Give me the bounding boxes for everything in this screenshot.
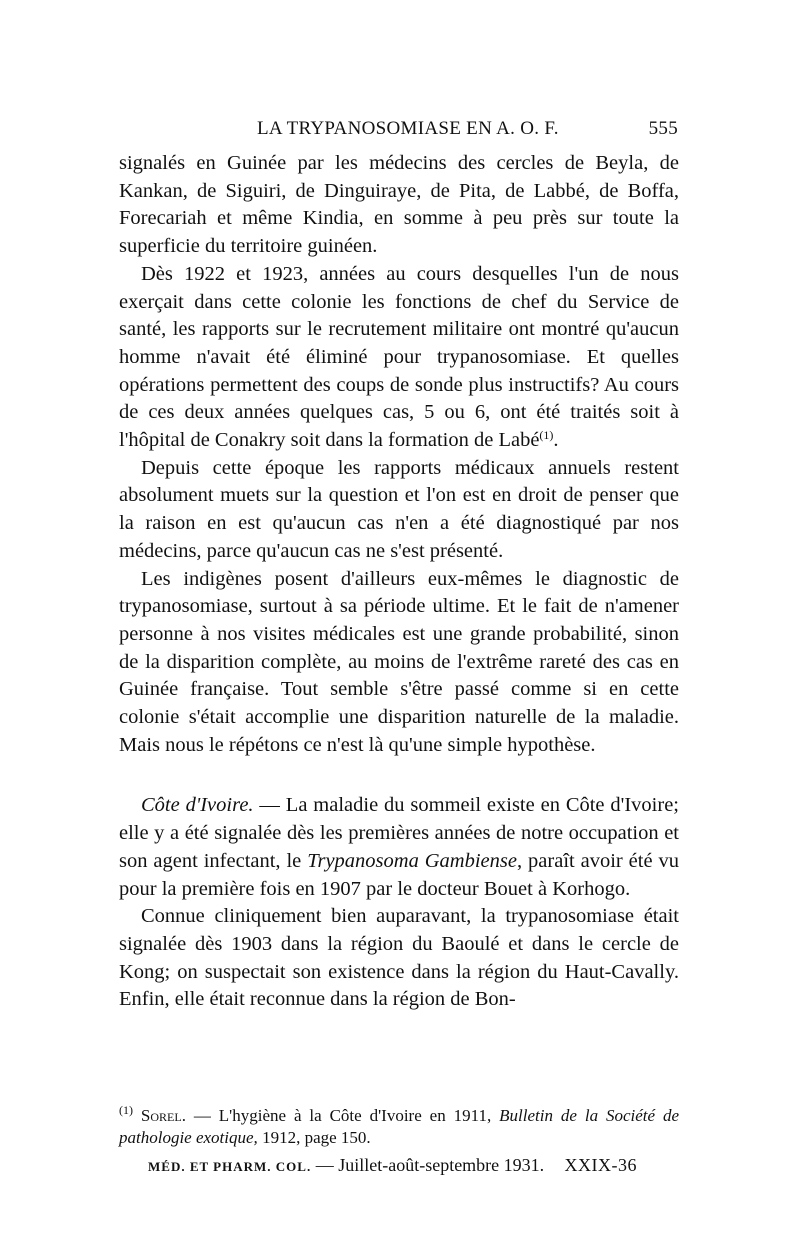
paragraph-end: . bbox=[553, 429, 559, 452]
signature-mark: XXIX-36 bbox=[564, 1155, 637, 1175]
journal-issue: — Juillet-août-septembre 1931. bbox=[311, 1155, 545, 1175]
species-name: Trypanosoma Gambiense bbox=[307, 849, 517, 872]
footnote-source: Bulletin de la Société de pathologie exotique, bbox=[119, 1106, 680, 1147]
footnote-details: 1912, page 150. bbox=[257, 1128, 371, 1147]
section-title-ivory-coast: Côte d'Ivoire. bbox=[141, 794, 254, 817]
footnote-text: — L'hygiène à la Côte d'Ivoire en 1911, bbox=[185, 1106, 500, 1125]
paragraph-text: Dès 1922 et 1923, années au cours desquelles l'un de nous exerçait dans cette colonie les fonctions de chef du Service de santé, les rapports sur le recrutement militaire ont montré qu'aucun homme n'avait été éliminé pour trypanosomiase. Et quelles opérations permettent des coups de sonde plus instructifs? Au cours de ces deux années quelques cas, 5 ou 6, ont été traités soit à l'hôpital de Conakry soit dans la formation de Labé bbox=[119, 262, 679, 452]
paragraph-ivory-coast bbox=[119, 792, 679, 903]
paragraph-clinical-history: Connue cliniquement bien auparavant, la trypanosomiase était signalée dès 1903 dans la région du Baoulé et dans le cercle de Kong; on suspectait son existence dans la région du Haut-Cavally. Enfin, elle était reconnue dans la région de Bon- bbox=[119, 905, 679, 1011]
paragraph-guinea-circles: signalés en Guinée par les médecins des cercles de Beyla, de Kankan, de Siguiri, de Dinguiraye, de Pita, de Labbé, de Boffa, Forecariah et même Kindia, en somme à peu près sur toute la superficie du territoire guinéen. bbox=[119, 152, 679, 258]
running-title: LA TRYPANOSOMIASE EN A. O. F. bbox=[257, 118, 559, 139]
paragraph-indigenous-diagnosis: Les indigènes posent d'ailleurs eux-mêmes le diagnostic de trypanosomiase, surtout à sa période ultime. Et le fait de n'amener personne à nos visites médicales est une grande probabilité, sinon de la disparition complète, au moins de l'extrême rareté des cas en Guinée française. Tout semble s'être passé comme si en cette colonie s'était accomplie une disparition naturelle de la maladie. Mais nous le répétons ce n'est là qu'une simple hypothèse. bbox=[119, 567, 679, 756]
footnote-author: Sorel. bbox=[140, 1106, 186, 1125]
journal-name: MÉD. ET PHARM. COL. bbox=[148, 1159, 312, 1174]
paragraph-text-continued: , paraît avoir été vu pour la première fois en 1907 par le docteur Bouet à Korhogo. bbox=[119, 849, 679, 900]
footnote bbox=[119, 1105, 679, 1149]
body-text bbox=[119, 150, 679, 1014]
paragraph-military-recruitment bbox=[119, 261, 679, 455]
footnote-marker: (1) bbox=[119, 1103, 133, 1117]
page-number: 555 bbox=[648, 118, 678, 139]
footnote-reference: (1) bbox=[539, 428, 554, 443]
page-footer bbox=[148, 1155, 688, 1176]
paragraph-medical-reports: Depuis cette époque les rapports médicaux annuels restent absolument muets sur la question et l'on est en droit de penser que la raison en est qu'aucun cas n'en a été diagnostiqué par nos médecins, parce qu'aucun cas ne s'est présenté. bbox=[119, 456, 679, 562]
section-gap bbox=[119, 759, 679, 792]
paragraph-text: — La maladie du sommeil existe en Côte d'Ivoire; elle y a été signalée dès les premières années de notre occupation et son agent infectant, le bbox=[119, 794, 679, 872]
